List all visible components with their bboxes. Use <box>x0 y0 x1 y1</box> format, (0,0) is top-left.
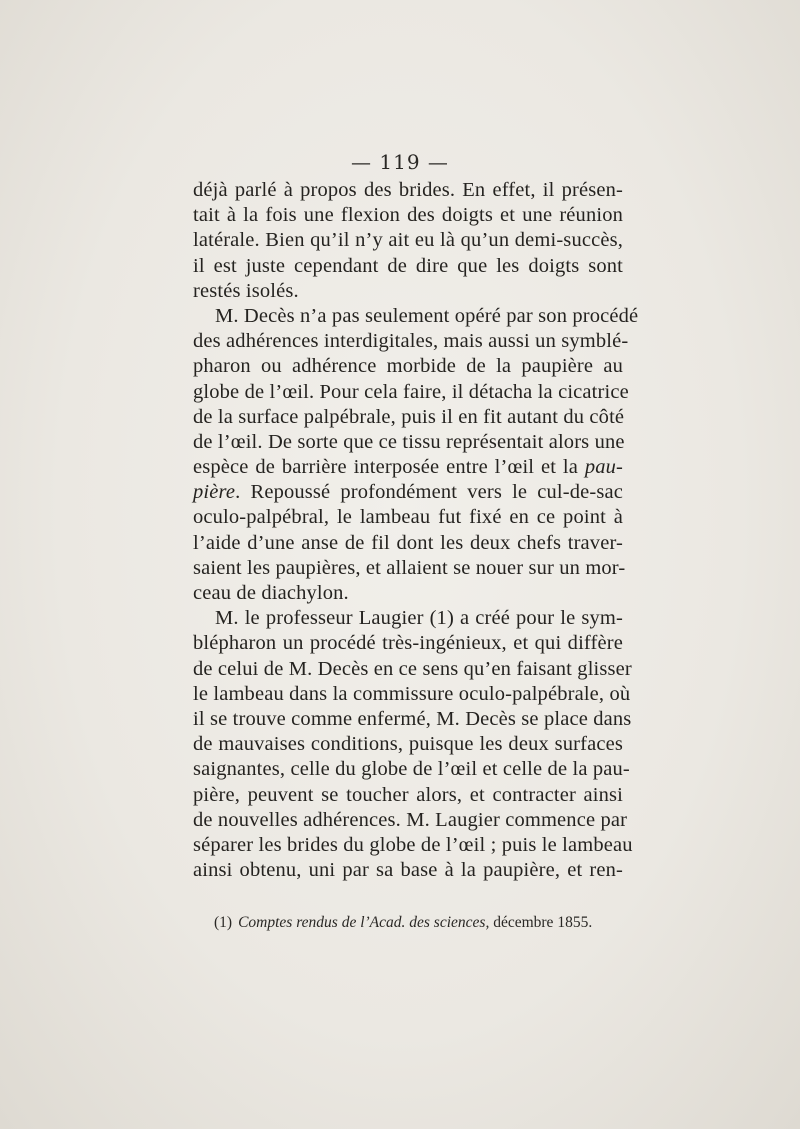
footnote-citation: Comptes rendus de l’Acad. des sciences, <box>238 914 490 931</box>
text-line: l’aide d’une anse de fil dont les deux chefs traver- <box>193 531 623 554</box>
paragraph-start-line: M. Decès n’a pas seulement opéré par son procédé <box>215 304 639 327</box>
paragraph-start-line: M. le professeur Laugier (1) a créé pour le sym- <box>215 607 623 630</box>
text-line: pière, peuvent se toucher alors, et contracter ainsi <box>193 783 623 806</box>
text-line: déjà parlé à propos des brides. En effet, il présen- <box>193 179 623 201</box>
text-line: il se trouve comme enfermé, M. Decès se place dans <box>193 707 632 730</box>
text-line: il est juste cependant de dire que les doigts sont <box>193 254 623 277</box>
text-segment: espèce de barrière interposée entre l’œil et la <box>193 456 585 479</box>
text-line: de la surface palpébrale, puis il en fit autant du côté <box>193 405 625 428</box>
footnote-date: décembre 1855. <box>489 914 593 931</box>
text-line: blépharon un procédé très-ingénieux, et qui diffère <box>193 632 623 655</box>
text-line: saignantes, celle du globe de l’œil et celle de la pau- <box>193 758 630 781</box>
text-line: pharon ou adhérence morbide de la paupière au <box>193 355 623 378</box>
text-line: ainsi obtenu, uni par sa base à la paupière, et ren- <box>193 859 623 882</box>
text-line: ceau de diachylon. <box>193 582 349 604</box>
text-line: le lambeau dans la commissure oculo-palpébrale, où <box>193 682 631 705</box>
body-text <box>193 178 639 883</box>
italic-word: pière <box>193 481 236 504</box>
text-line: de l’œil. De sorte que ce tissu représentait alors une <box>193 430 625 453</box>
footnote-ref: (1) <box>214 914 233 931</box>
italic-word: pau- <box>584 456 623 479</box>
text-line: des adhérences interdigitales, mais aussi un symblé- <box>193 330 629 353</box>
text-line: oculo-palpébral, le lambeau fut fixé en ce point à <box>193 506 623 529</box>
text-line: séparer les brides du globe de l’œil ; puis le lambeau <box>193 833 633 856</box>
page-number: — 119 — <box>351 150 449 174</box>
text-segment: . Repoussé profondément vers le cul-de-sac <box>235 481 623 504</box>
text-line: de mauvaises conditions, puisque les deux surfaces <box>193 733 623 756</box>
text-line: globe de l’œil. Pour cela faire, il détacha la cicatrice <box>193 380 629 403</box>
text-line <box>193 455 623 480</box>
text-line: latérale. Bien qu’il n’y ait eu là qu’un demi-succès, <box>193 229 623 252</box>
text-line: restés isolés. <box>193 279 299 302</box>
text-line: de celui de M. Decès en ce sens qu’en faisant glisser <box>193 657 632 680</box>
text-line: tait à la fois une flexion des doigts et une réunion <box>193 204 623 227</box>
text-line <box>193 480 623 505</box>
footnote <box>214 914 634 932</box>
text-line: de nouvelles adhérences. M. Laugier commence par <box>193 808 628 831</box>
text-line: saient les paupières, et allaient se nouer sur un mor- <box>193 556 626 579</box>
